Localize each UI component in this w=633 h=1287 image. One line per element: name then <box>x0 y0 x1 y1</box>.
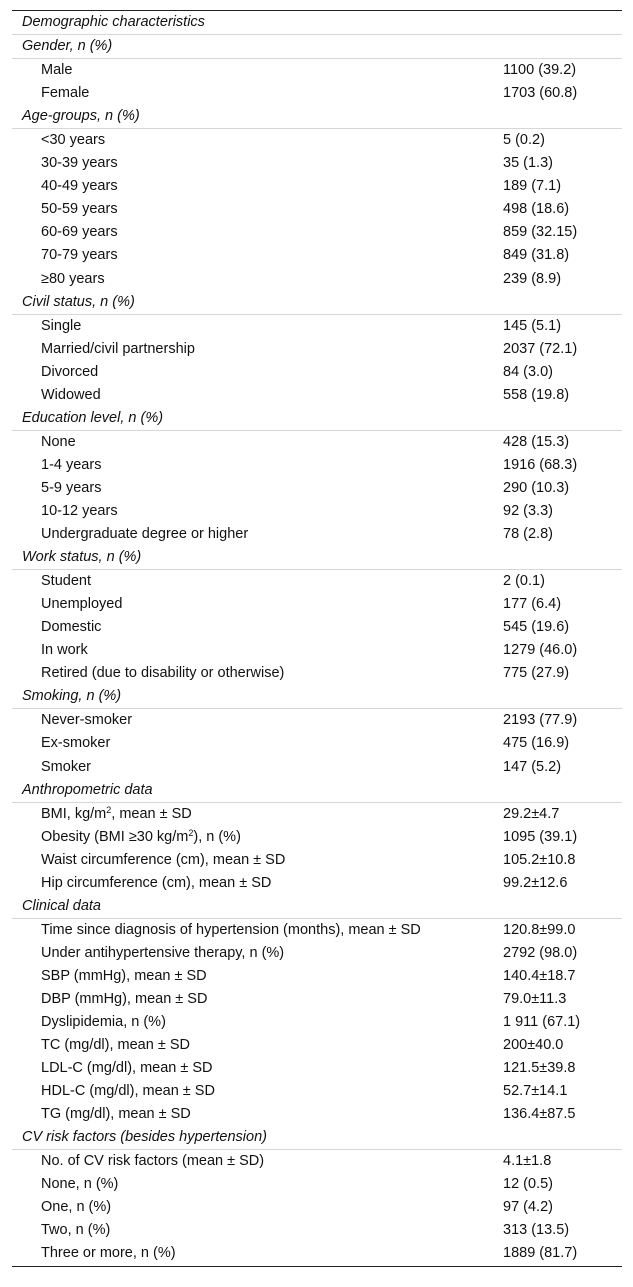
row-label <box>12 803 192 826</box>
row-label-superscript: 2 <box>188 827 194 838</box>
row-label <box>12 129 105 152</box>
row-label <box>12 639 88 662</box>
table-row <box>12 616 622 639</box>
row-label-text: Widowed <box>41 386 101 403</box>
row-label <box>12 662 284 685</box>
table-row <box>12 803 622 826</box>
row-value: 313 (13.5) <box>503 1222 570 1239</box>
table-row <box>12 198 622 221</box>
row-value: 5 (0.2) <box>503 132 545 149</box>
row-label <box>12 500 118 523</box>
row-label-text: Ex-smoker <box>41 735 111 752</box>
table-row <box>12 1034 622 1057</box>
row-value: 12 (0.5) <box>503 1176 553 1193</box>
section-title: Clinical data <box>22 897 101 914</box>
table-row <box>12 1103 622 1126</box>
table-row <box>12 1196 622 1219</box>
row-label-text: 10-12 years <box>41 502 118 519</box>
row-label-text: 70-79 years <box>41 247 118 264</box>
section-title: Anthropometric data <box>22 781 153 798</box>
row-value: 1 911 (67.1) <box>503 1014 581 1031</box>
row-label-text: None <box>41 433 76 450</box>
row-value: 1100 (39.2) <box>503 62 577 79</box>
row-label-text: Never-smoker <box>41 712 133 729</box>
row-value: 177 (6.4) <box>503 596 562 613</box>
table-row <box>12 82 622 105</box>
row-label-text: In work <box>41 642 88 659</box>
row-value: 97 (4.2) <box>503 1199 553 1216</box>
row-label-text: BMI, kg/m <box>41 805 107 822</box>
row-label-text: Obesity (BMI ≥30 kg/m <box>41 828 189 845</box>
table-row <box>12 152 622 175</box>
row-label-suffix: ), n (%) <box>193 828 241 845</box>
table-row <box>12 1057 622 1080</box>
row-value: 2 (0.1) <box>503 573 545 590</box>
table-row <box>12 942 622 965</box>
row-label-text: ≥80 years <box>41 270 105 287</box>
table-row <box>12 454 622 477</box>
section-title: Smoking, n (%) <box>22 688 122 705</box>
table-row <box>12 384 622 407</box>
row-label-text: Divorced <box>41 363 99 380</box>
row-value: 92 (3.3) <box>503 502 553 519</box>
table-row <box>12 593 622 616</box>
row-label <box>12 152 118 175</box>
row-label-text: Single <box>41 317 82 334</box>
table-row <box>12 639 622 662</box>
row-label-text: <30 years <box>41 132 106 149</box>
row-label-text: TC (mg/dl), mean ± SD <box>41 1037 190 1054</box>
section-title: Work status, n (%) <box>22 549 142 566</box>
row-value: 475 (16.9) <box>503 735 570 752</box>
row-label <box>12 942 284 965</box>
table-row <box>12 988 622 1011</box>
section-header-row <box>12 35 622 59</box>
row-label <box>12 1034 190 1057</box>
row-label-text: 30-39 years <box>41 155 118 172</box>
row-value: 140.4±18.7 <box>503 967 576 984</box>
row-label-text: Married/civil partnership <box>41 340 195 357</box>
row-label-text: Time since diagnosis of hypertension (months), mean ± SD <box>41 921 421 938</box>
table-row <box>12 244 622 267</box>
row-value: 859 (32.15) <box>503 224 578 241</box>
table-header-row <box>12 11 622 35</box>
row-value: 84 (3.0) <box>503 363 553 380</box>
table-row <box>12 662 622 685</box>
row-label-text: Male <box>41 62 73 79</box>
row-label <box>12 849 285 872</box>
row-label <box>12 1150 264 1173</box>
table-row <box>12 1173 622 1196</box>
row-label-superscript: 2 <box>106 804 112 815</box>
row-label-text: 5-9 years <box>41 479 102 496</box>
row-label-text: Undergraduate degree or higher <box>41 526 249 543</box>
table-row <box>12 1219 622 1242</box>
row-label <box>12 709 132 732</box>
row-label <box>12 616 101 639</box>
row-label <box>12 1219 110 1242</box>
row-label-text: 40-49 years <box>41 178 118 195</box>
row-label <box>12 59 72 82</box>
section-header-row <box>12 546 622 570</box>
row-label-text: 50-59 years <box>41 201 118 218</box>
section-title: Gender, n (%) <box>22 38 113 55</box>
row-value: 99.2±12.6 <box>503 874 568 891</box>
section-header-row <box>12 407 622 431</box>
row-value: 428 (15.3) <box>503 433 570 450</box>
row-value: 2037 (72.1) <box>503 340 578 357</box>
row-value: 145 (5.1) <box>503 317 562 334</box>
row-label <box>12 221 118 244</box>
row-label <box>12 1173 118 1196</box>
row-label <box>12 1196 111 1219</box>
table-row <box>12 849 622 872</box>
section-title: Education level, n (%) <box>22 409 164 426</box>
row-label-text: One, n (%) <box>41 1199 112 1216</box>
row-label <box>12 570 91 593</box>
table-row <box>12 477 622 500</box>
table-row <box>12 1011 622 1034</box>
table-row <box>12 268 622 291</box>
row-label <box>12 338 195 361</box>
section-title: Age-groups, n (%) <box>22 108 140 125</box>
section-header-row <box>12 291 622 315</box>
row-label <box>12 1011 166 1034</box>
table-row <box>12 1080 622 1103</box>
row-value: 1703 (60.8) <box>503 85 578 102</box>
row-label-text: Unemployed <box>41 596 123 613</box>
characteristics-table <box>12 10 622 1267</box>
table-row <box>12 570 622 593</box>
row-label-text: Waist circumference (cm), mean ± SD <box>41 851 286 868</box>
row-value: 121.5±39.8 <box>503 1060 576 1077</box>
table-row <box>12 500 622 523</box>
section-header-row <box>12 779 622 803</box>
table-row <box>12 872 622 895</box>
row-value: 545 (19.6) <box>503 619 570 636</box>
row-label-text: Student <box>41 573 91 590</box>
table-row <box>12 431 622 454</box>
row-label <box>12 198 118 221</box>
section-header-row <box>12 1126 622 1150</box>
table-header: Demographic characteristics <box>22 14 205 30</box>
table-row <box>12 129 622 152</box>
row-label-text: Under antihypertensive therapy, n (%) <box>41 944 285 961</box>
row-label <box>12 268 105 291</box>
section-header-row <box>12 685 622 709</box>
row-label <box>12 593 122 616</box>
row-label-text: 1-4 years <box>41 456 102 473</box>
row-label-text: 60-69 years <box>41 224 118 241</box>
table-row <box>12 338 622 361</box>
table-row <box>12 732 622 755</box>
section-header-row <box>12 895 622 919</box>
row-value: 1889 (81.7) <box>503 1245 578 1262</box>
row-label <box>12 523 248 546</box>
row-label <box>12 732 110 755</box>
row-value: 1095 (39.1) <box>503 828 578 845</box>
row-label <box>12 756 91 779</box>
row-value: 120.8±99.0 <box>503 921 576 938</box>
row-label <box>12 82 89 105</box>
row-label-text: TG (mg/dl), mean ± SD <box>41 1106 191 1123</box>
row-value: 1279 (46.0) <box>503 642 578 659</box>
row-label-text: Female <box>41 85 90 102</box>
row-label-text: Retired (due to disability or otherwise) <box>41 665 285 682</box>
table-row <box>12 1150 622 1173</box>
table-row <box>12 361 622 384</box>
row-label <box>12 244 118 267</box>
table-row <box>12 315 622 338</box>
row-label <box>12 826 241 849</box>
table-row <box>12 756 622 779</box>
row-value: 239 (8.9) <box>503 270 562 287</box>
row-value: 775 (27.9) <box>503 665 570 682</box>
row-value: 2193 (77.9) <box>503 712 578 729</box>
row-label-text: Dyslipidemia, n (%) <box>41 1014 166 1031</box>
row-label-text: Hip circumference (cm), mean ± SD <box>41 874 272 891</box>
row-label-text: DBP (mmHg), mean ± SD <box>41 990 208 1007</box>
row-label <box>12 315 81 338</box>
table-row <box>12 965 622 988</box>
row-label <box>12 477 101 500</box>
row-value: 1916 (68.3) <box>503 456 578 473</box>
row-label-text: SBP (mmHg), mean ± SD <box>41 967 207 984</box>
table-row <box>12 709 622 732</box>
table-row <box>12 221 622 244</box>
row-value: 200±40.0 <box>503 1037 564 1054</box>
row-label-text: Domestic <box>41 619 102 636</box>
row-label <box>12 454 101 477</box>
table-body <box>12 35 622 1265</box>
table-row <box>12 826 622 849</box>
row-value: 4.1±1.8 <box>503 1153 552 1170</box>
row-label <box>12 872 271 895</box>
row-value: 189 (7.1) <box>503 178 562 195</box>
row-label-text: None, n (%) <box>41 1176 119 1193</box>
row-value: 498 (18.6) <box>503 201 570 218</box>
section-header-row <box>12 105 622 129</box>
table-row <box>12 59 622 82</box>
row-label-suffix: , mean ± SD <box>111 805 192 822</box>
row-label <box>12 1080 215 1103</box>
table-row <box>12 523 622 546</box>
row-label-text: Two, n (%) <box>41 1222 111 1239</box>
row-value: 52.7±14.1 <box>503 1083 568 1100</box>
row-label-text: Three or more, n (%) <box>41 1245 176 1262</box>
row-label-text: HDL-C (mg/dl), mean ± SD <box>41 1083 215 1100</box>
section-title: Civil status, n (%) <box>22 293 135 310</box>
row-value: 558 (19.8) <box>503 386 570 403</box>
table-row <box>12 175 622 198</box>
row-label-text: LDL-C (mg/dl), mean ± SD <box>41 1060 213 1077</box>
row-label <box>12 919 421 942</box>
row-value: 105.2±10.8 <box>503 851 576 868</box>
row-value: 35 (1.3) <box>503 155 553 172</box>
row-value: 136.4±87.5 <box>503 1106 576 1123</box>
row-label <box>12 175 118 198</box>
row-value: 79.0±11.3 <box>503 990 567 1007</box>
section-title: CV risk factors (besides hypertension) <box>22 1129 267 1146</box>
row-value: 78 (2.8) <box>503 526 553 543</box>
table-row <box>12 919 622 942</box>
row-value: 29.2±4.7 <box>503 805 560 822</box>
row-label-text: No. of CV risk factors (mean ± SD) <box>41 1153 265 1170</box>
row-label <box>12 1103 191 1126</box>
row-label <box>12 988 207 1011</box>
row-label <box>12 431 76 454</box>
row-value: 147 (5.2) <box>503 758 562 775</box>
row-value: 849 (31.8) <box>503 247 570 264</box>
row-label-text: Smoker <box>41 758 91 775</box>
row-label <box>12 384 101 407</box>
row-value: 2792 (98.0) <box>503 944 578 961</box>
row-label <box>12 361 98 384</box>
row-value: 290 (10.3) <box>503 479 570 496</box>
row-label <box>12 965 207 988</box>
table-row <box>12 1242 622 1265</box>
row-label <box>12 1242 176 1265</box>
row-label <box>12 1057 213 1080</box>
